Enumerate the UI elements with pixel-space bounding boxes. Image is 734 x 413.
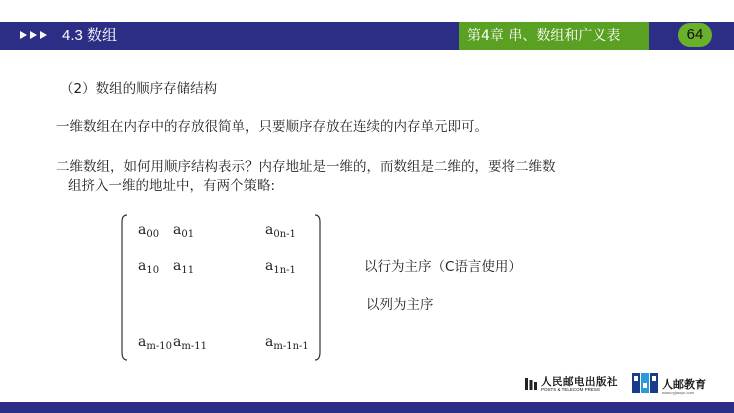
strategy-column-major: 以列为主序	[366, 297, 434, 313]
brand-logo	[632, 371, 714, 397]
page-number-badge: 64	[678, 23, 712, 47]
chapter-title: 第4章 串、数组和广义表	[467, 28, 621, 44]
matrix-element: $a_{01}$	[173, 222, 195, 240]
publisher-name: 人民邮电出版社	[541, 376, 618, 388]
subtitle: （2）数组的顺序存储结构	[60, 81, 218, 97]
matrix-element: $a_{10}$	[138, 258, 160, 276]
matrix-element: $a_{1n-1}$	[265, 258, 296, 276]
title-bar	[0, 22, 734, 50]
bottom-bar	[0, 402, 734, 413]
matrix-element: $a_{m-11}$	[173, 334, 207, 352]
paragraph-1d-array: 一维数组在内存中的存放很简单，只要顺序存放在连续的内存单元即可。	[56, 119, 488, 135]
brand-name: 人邮教育	[662, 378, 706, 391]
paragraph-2d-array-line2: 组挤入一维的地址中，有两个策略:	[68, 178, 276, 194]
matrix-element: $a_{0n-1}$	[265, 222, 296, 240]
section-title: 4.3 数组	[62, 27, 118, 44]
matrix-element: $a_{00}$	[138, 222, 160, 240]
publisher-emblem-icon	[524, 376, 538, 392]
matrix-element: $a_{m-10}$	[138, 334, 172, 352]
publisher-logo	[524, 374, 624, 396]
brand-emblem-icon	[632, 371, 660, 395]
matrix-element: $a_{m-1n-1}$	[265, 334, 309, 352]
chapter-box	[459, 22, 649, 50]
strategy-row-major: 以行为主序（C语言使用）	[364, 259, 522, 275]
matrix-element: $a_{11}$	[173, 258, 195, 276]
brand-url: www.ryjiaoyu.com	[662, 390, 695, 395]
arrows-icon	[20, 28, 54, 42]
publisher-subtitle: POSTS & TELECOM PRESS	[541, 387, 600, 392]
matrix	[118, 212, 324, 364]
paragraph-2d-array-line1: 二维数组，如何用顺序结构表示？内存地址是一维的，而数组是二维的，要将二维数	[56, 159, 556, 175]
